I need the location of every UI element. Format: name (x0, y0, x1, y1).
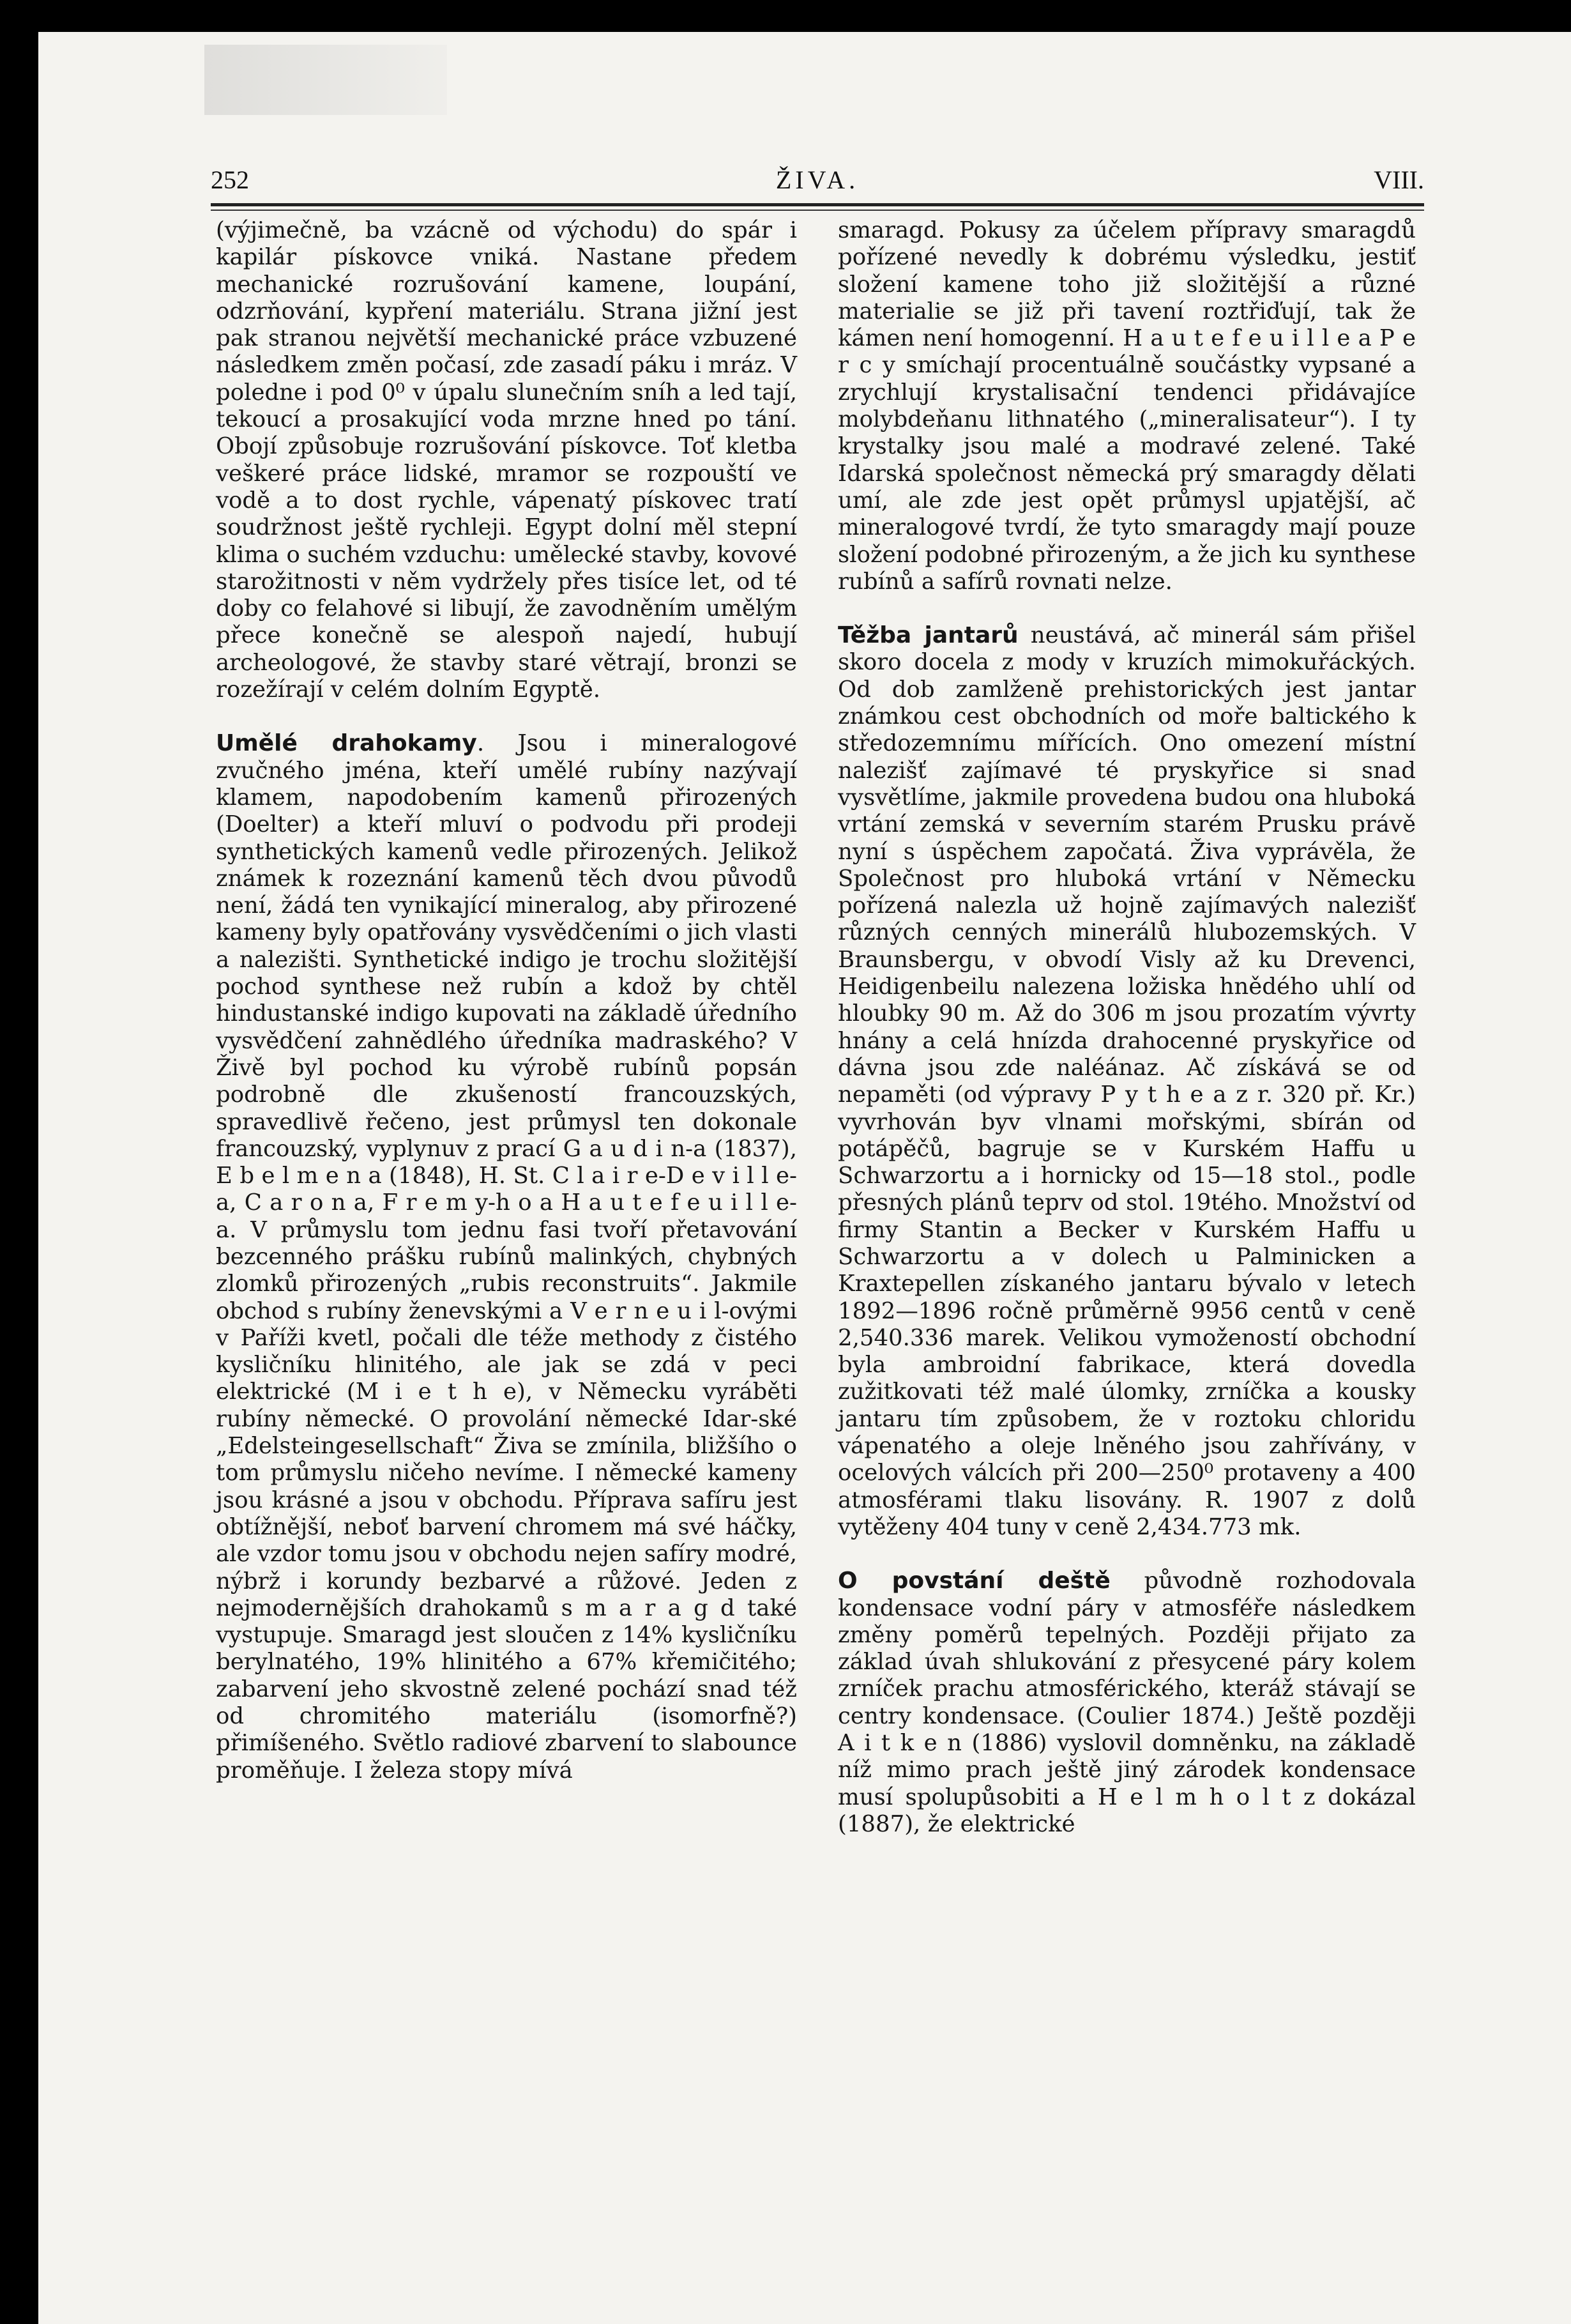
left-column (216, 217, 797, 1784)
scan-smudge (204, 45, 447, 115)
article-umele-drahokamy (216, 730, 797, 1784)
article-tezba-jantaru (838, 622, 1416, 1541)
journal-title: ŽIVA. (775, 165, 860, 194)
volume-number: VIII. (1374, 165, 1424, 194)
article-body: původně rozhodovala kondensace vodní páry v atmosféře následkem změny poměrů tepelných. Později přijato za základ úvah shlukování z přesycené páry kolem zrníček prachu atmosférického, kteráž stávají se centry kondensace. (Coulier 1874.) Ještě později A i t k e n (1886) vyslovil domněnku, na základě níž mimo prach ještě jiný zárodek kondensace musí spolupůsobiti a H e l m h o l t z dokázal (1887), že elektrické (838, 1568, 1416, 1837)
article-body: . Jsou i mineralogové zvučného jména, kteří umělé rubíny nazývají klamem, napodobením kamenů přirozených (Doelter) a kteří mluví o podvodu při prodeji synthetických kamenů vedle přirozených. Jelikož známek k rozeznání kamenů těch dvou původů není, žádá ten vynikající mineralog, aby přirozené kameny byly opatřovány vysvědčeními o jich vlasti a nalezišti. Synthetické indigo je trochu složitější pochod synthese než rubín a kdož by chtěl hindustanské indigo kupovati na základě úředního vysvědčení zahnědlého úředníka madraského? V Živě byl pochod ku výrobě rubínů popsán podrobně dle zkušeností francouzských, spravedlivě řečeno, jest průmysl ten dokonale francouzský, vyplynuv z prací G a u d i n-a (1837), E b e l m e n a (1848), H. St. C l a i r e-D e v i l l e-a, C a r o n a, F r e m y-h o a H a u t e f e u i l l e-a. V průmyslu tom jednu fasi tvoří přetavování bezcenného prášku rubínů malinkých, chybných zlomků přirozených „rubis reconstruits“. Jakmile obchod s rubíny ženevskými a V e r n e u i l-ovými v Paříži kvetl, počali dle téže methody z čistého kysličníku hlinitého, ale jak se zdá v peci elektrické (M i e t h e), v Německu vyráběti rubíny německé. O provolání německé Idar-ské „Edelsteingesellschaft“ Živa se zmínila, bližšího o tom průmyslu ničeho nevíme. I německé kameny jsou krásné a jsou v obchodu. Příprava safíru jest obtížnější, neboť barvení chromem má své háčky, ale vzdor tomu jsou v obchodu nejen safíry modré, nýbrž i korundy bezbarvé a růžové. Jeden z nejmodernějších drahokamů s m a r a g d také vystupuje. Smaragd jest sloučen z 14% kysličníku berylnatého, 19% hlinitého a 67% křemičitého; zabarvení jeho skvostně zelené pochází snad též od chromitého materiálu (isomorfně?) přimíšeného. Světlo radiové zbarvení to slabounce proměňuje. I železa stopy mívá (216, 730, 797, 1784)
page-number: 252 (211, 165, 249, 194)
article-heading: Umělé drahokamy (216, 730, 477, 757)
header-rule (211, 203, 1424, 206)
article-body: neustává, ač minerál sám přišel skoro docela z mody v kruzích mimokuřáckých. Od dob zamlženě prehistorických jest jantar známkou cest obchodních od moře baltického k středozemnímu mířících. Ono omezení místní nalezišť zajímavé té pryskyřice si snad vysvětlíme, jakmile provedena budou ona hluboká vrtání zemská v severním starém Prusku právě nyní s úspěchem započatá. Živa vyprávěla, že Společnost pro hluboká vrtání v Německu pořízená nalezla už hojně zajímavých nalezišť různých cenných minerálů hlubozemských. V Braunsbergu, v obvodí Visly až ku Drevenci, Heidigenbeilu nalezena ložiska hnědého uhlí od hloubky 90 m. Až do 306 m jsou prozatím vývrty hnány a celá hnízda drahocenné pryskyřice od dávna jsou zde naléánaz. Ač získává se od nepaměti (od výpravy P y t h e a z r. 320 př. Kr.) vyvrhován byv vlnami mořskými, sbírán od potápěčů, bagruje se v Kurském Haffu u Schwarzortu a i hornicky od 15—18 stol., podle přesných plánů teprv od stol. 19tého. Množství od firmy Stantin a Becker v Kurském Haffu u Schwarzortu a v dolech u Palminicken a Kraxtepellen získaného jantaru bývalo v letech 1892—1896 ročně průměrně 9956 centů v ceně 2,540.336 marek. Velikou vymožeností obchodní byla ambroidní fabrikace, která dovedla zužitkovati též malé úlomky, zrníčka a kousky jantaru tím způsobem, že v roztoku chloridu vápenatého a oleje lněného jsou zahřívány, v ocelových válcích při 200—250⁰ protaveny a 400 atmosférami tlaku lisovány. R. 1907 z dolů vytěženy 404 tuny v ceně 2,434.773 mk. (838, 622, 1416, 1540)
article-o-povstani-deste (838, 1568, 1416, 1838)
article-heading: Těžba jantarů (838, 622, 1019, 649)
header-rule-thin (211, 210, 1424, 211)
right-paragraph-continuation: smaragd. Pokusy za účelem přípravy smaragdů pořízené nevedly k dobrému výsledku, jestiť složení kamene toho již složitější a různé materialie se již při tavení roztřiďují, tak že kámen není homogenní. H a u t e f e u i l l e a P e r c y smíchají procentuálně součástky vypsané a zrychlují krystalisační tendenci přidávajíce molybdeňanu lithnatého („mineralisateur“). I ty krystalky jsou malé a modravé zelené. Také Idarská společnost německá prý smaragdy dělati umí, ale zde jest opět průmysl upjatější, ač mineralogové tvrdí, že tyto smaragdy mají pouze složení podobné přirozeným, a že jich ku synthese rubínů a safírů rovnati nelze. (838, 217, 1416, 595)
right-column (838, 217, 1416, 1838)
left-paragraph-continuation: (výjimečně, ba vzácně od východu) do spár i kapilár pískovce vniká. Nastane předem mechanické rozrušování kamene, loupání, odzrňování, kypření materiálu. Strana jižní jest pak stranou největší mechanické práce vzbuzené následkem změn počasí, zde zasadí páku i mráz. V poledne i pod 0⁰ v úpalu slunečním sníh a led tají, tekoucí a prosakující voda mrzne hned po tání. Obojí způsobuje rozrušování pískovce. Toť kletba veškeré práce lidské, mramor se rozpouští ve vodě a to dost rychle, vápenatý pískovec tratí soudržnost ještě rychleji. Egypt dolní měl stepní klima o suchém vzduchu: umělecké stavby, kovové starožitnosti v něm vydržely přes tisíce let, od té doby co felahové si libují, že zavodněním umělým přece konečně se alespoň najedí, hubují archeologové, že stavby staré větrají, bronzi se rozežírají v celém dolním Egyptě. (216, 217, 797, 703)
running-header (211, 165, 1424, 203)
article-heading: O povstání deště (838, 1568, 1111, 1594)
